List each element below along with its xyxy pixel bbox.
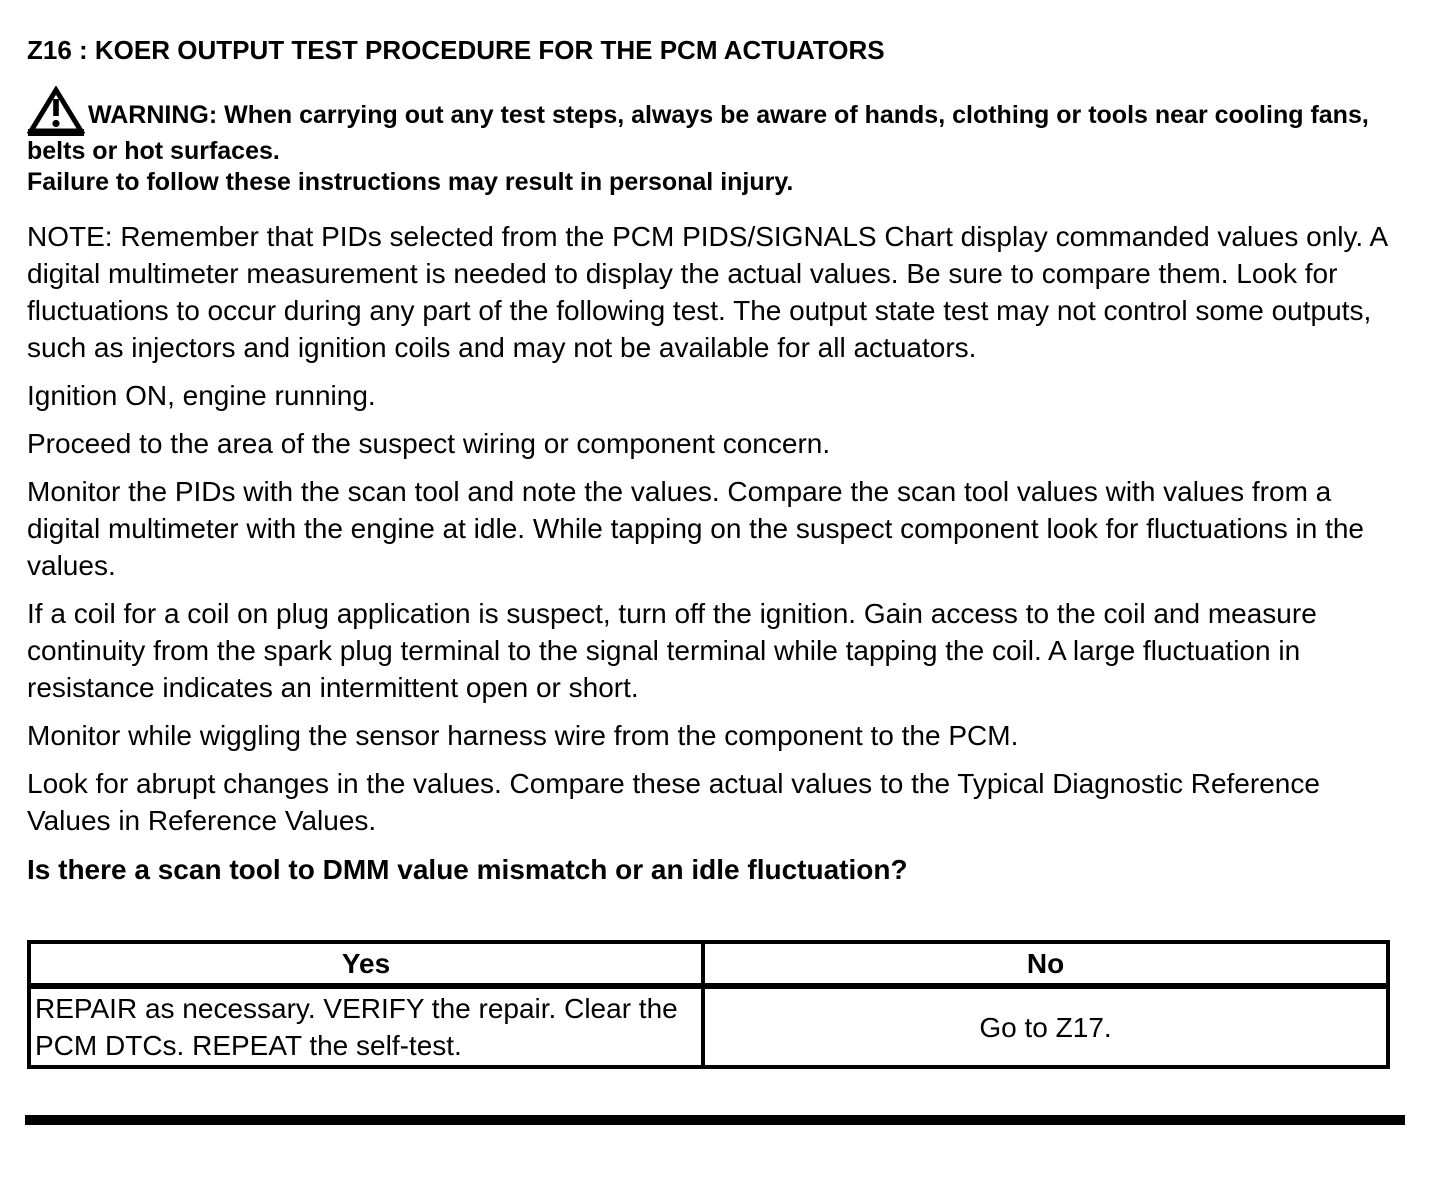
page-title: Z16 : KOER OUTPUT TEST PROCEDURE FOR THE PCM ACTUATORS [27,35,885,65]
warning-text-2: Failure to follow these instructions may result in personal injury. [27,168,794,196]
paragraph-ignition: Ignition ON, engine running. [27,380,376,411]
decision-question: Is there a scan tool to DMM value mismatch or an idle fluctuation? [27,854,908,885]
paragraph-monitor-pids: Monitor the PIDs with the scan tool and note the values. Compare the scan tool values with values from a digital multimeter with the engine at idle. While tapping on the suspect component look for fluctuations in the values. [27,476,1364,581]
warning-triangle-icon [27,86,85,136]
warning-label: WARNING: [88,101,218,129]
table-row [29,986,1388,1067]
yes-action-cell: REPAIR as necessary. VERIFY the repair. Clear the PCM DTCs. REPEAT the self-test. [29,986,703,1067]
paragraph-proceed: Proceed to the area of the suspect wiring or component concern. [27,428,831,459]
decision-table [27,940,1390,1069]
table-header-no: No [703,942,1388,986]
paragraph-note: NOTE: Remember that PIDs selected from the PCM PIDS/SIGNALS Chart display commanded values only. A digital multimeter measurement is needed to display the actual values. Be sure to compare them. Look for fluctuations to occur during any part of the following test. The output state test may not control some outputs, such as injectors and ignition coils and may not be available for all actuators. [27,221,1387,363]
paragraph-coil: If a coil for a coil on plug application is suspect, turn off the ignition. Gain access to the coil and measure continuity from the spark plug terminal to the signal terminal while tapping the coil. A large fluctuation in resistance indicates an intermittent open or short. [27,598,1317,703]
table-header-row [29,942,1388,986]
warning-block [27,86,1406,198]
table-header-yes: Yes [29,942,703,986]
no-action-cell: Go to Z17. [703,986,1388,1067]
bottom-divider [25,1115,1405,1125]
warning-text: When carrying out any test steps, always be aware of hands, clothing or tools near cooling fans, belts or hot surfaces. [27,101,1369,165]
paragraph-abrupt-changes: Look for abrupt changes in the values. Compare these actual values to the Typical Diagnostic Reference Values in Reference Values. [27,768,1320,836]
paragraph-wiggle: Monitor while wiggling the sensor harness wire from the component to the PCM. [27,720,1019,751]
